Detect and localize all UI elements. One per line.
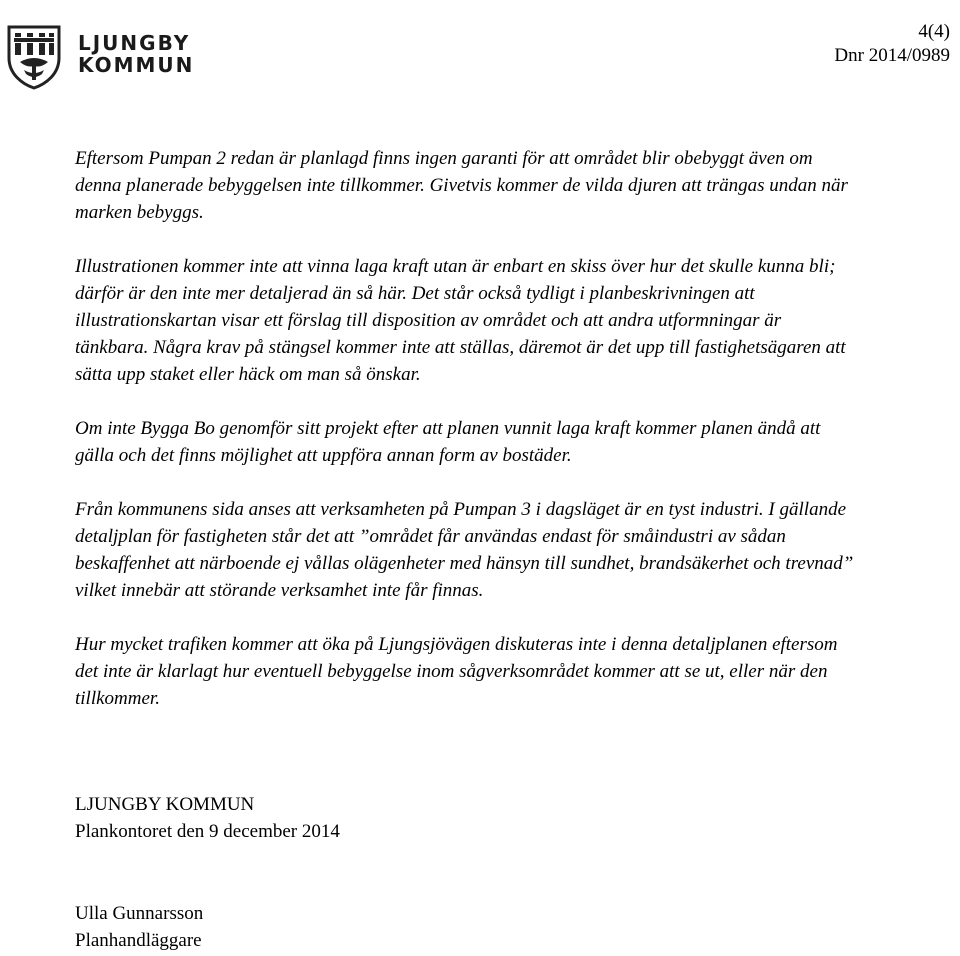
signature-place-date: Plankontoret den 9 december 2014 xyxy=(75,821,340,842)
page-number: 4(4) xyxy=(918,21,950,42)
letter-body xyxy=(75,145,855,739)
signature-person xyxy=(75,900,203,954)
paragraph: Om inte Bygga Bo genomför sitt projekt efter att planen vunnit laga kraft kommer planen ändå att gälla och det finns möjlighet att uppföra annan form av bostäder. xyxy=(75,418,821,466)
logo-line-1: LJUNGBY xyxy=(78,31,191,55)
municipality-logo xyxy=(6,24,206,88)
paragraph: Illustrationen kommer inte att vinna laga kraft utan är enbart en skiss över hur det skulle kunna bli; därför är den inte mer detaljerad än så här. Det står också tydligt i planbeskrivningen att illustrationskartan visar ett förslag till disposition av området och att andra utformningar är tänkbara. Några krav på stängsel kommer inte att ställas, däremot är det upp till fastighetsägaren att sätta upp staket eller häck om man så önskar. xyxy=(75,256,846,385)
document-reference xyxy=(834,20,950,68)
diary-number: Dnr 2014/0989 xyxy=(834,45,950,66)
signature-title: Planhandläggare xyxy=(75,930,202,951)
paragraph: Hur mycket trafiken kommer att öka på Ljungsjövägen diskuteras inte i denna detaljplanen eftersom det inte är klarlagt hur eventuell bebyggelse inom sågverksområdet kommer att se ut, eller när den tillkommer. xyxy=(75,634,838,709)
paragraph: Eftersom Pumpan 2 redan är planlagd finns ingen garanti för att området blir obebyggt även om denna planerade bebyggelsen inte tillkommer. Givetvis kommer de vilda djuren att trängas undan när marken bebyggs. xyxy=(75,148,848,223)
logo-wordmark xyxy=(78,32,194,76)
coat-of-arms-icon xyxy=(6,24,62,90)
signature-block xyxy=(75,791,340,845)
paragraph: Från kommunens sida anses att verksamheten på Pumpan 3 i dagsläget är en tyst industri. I gällande detaljplan för fastigheten står det att ”området får användas endast för småindustri av sådan beskaffenhet att närboende ej vållas olägenheter med hänsyn till sundhet, brandsäkerhet och trevnad” vilket innebär att störande verksamhet inte får finnas. xyxy=(75,499,854,601)
signature-organization: LJUNGBY KOMMUN xyxy=(75,794,255,815)
logo-line-2: KOMMUN xyxy=(78,53,195,77)
signature-name: Ulla Gunnarsson xyxy=(75,903,204,924)
